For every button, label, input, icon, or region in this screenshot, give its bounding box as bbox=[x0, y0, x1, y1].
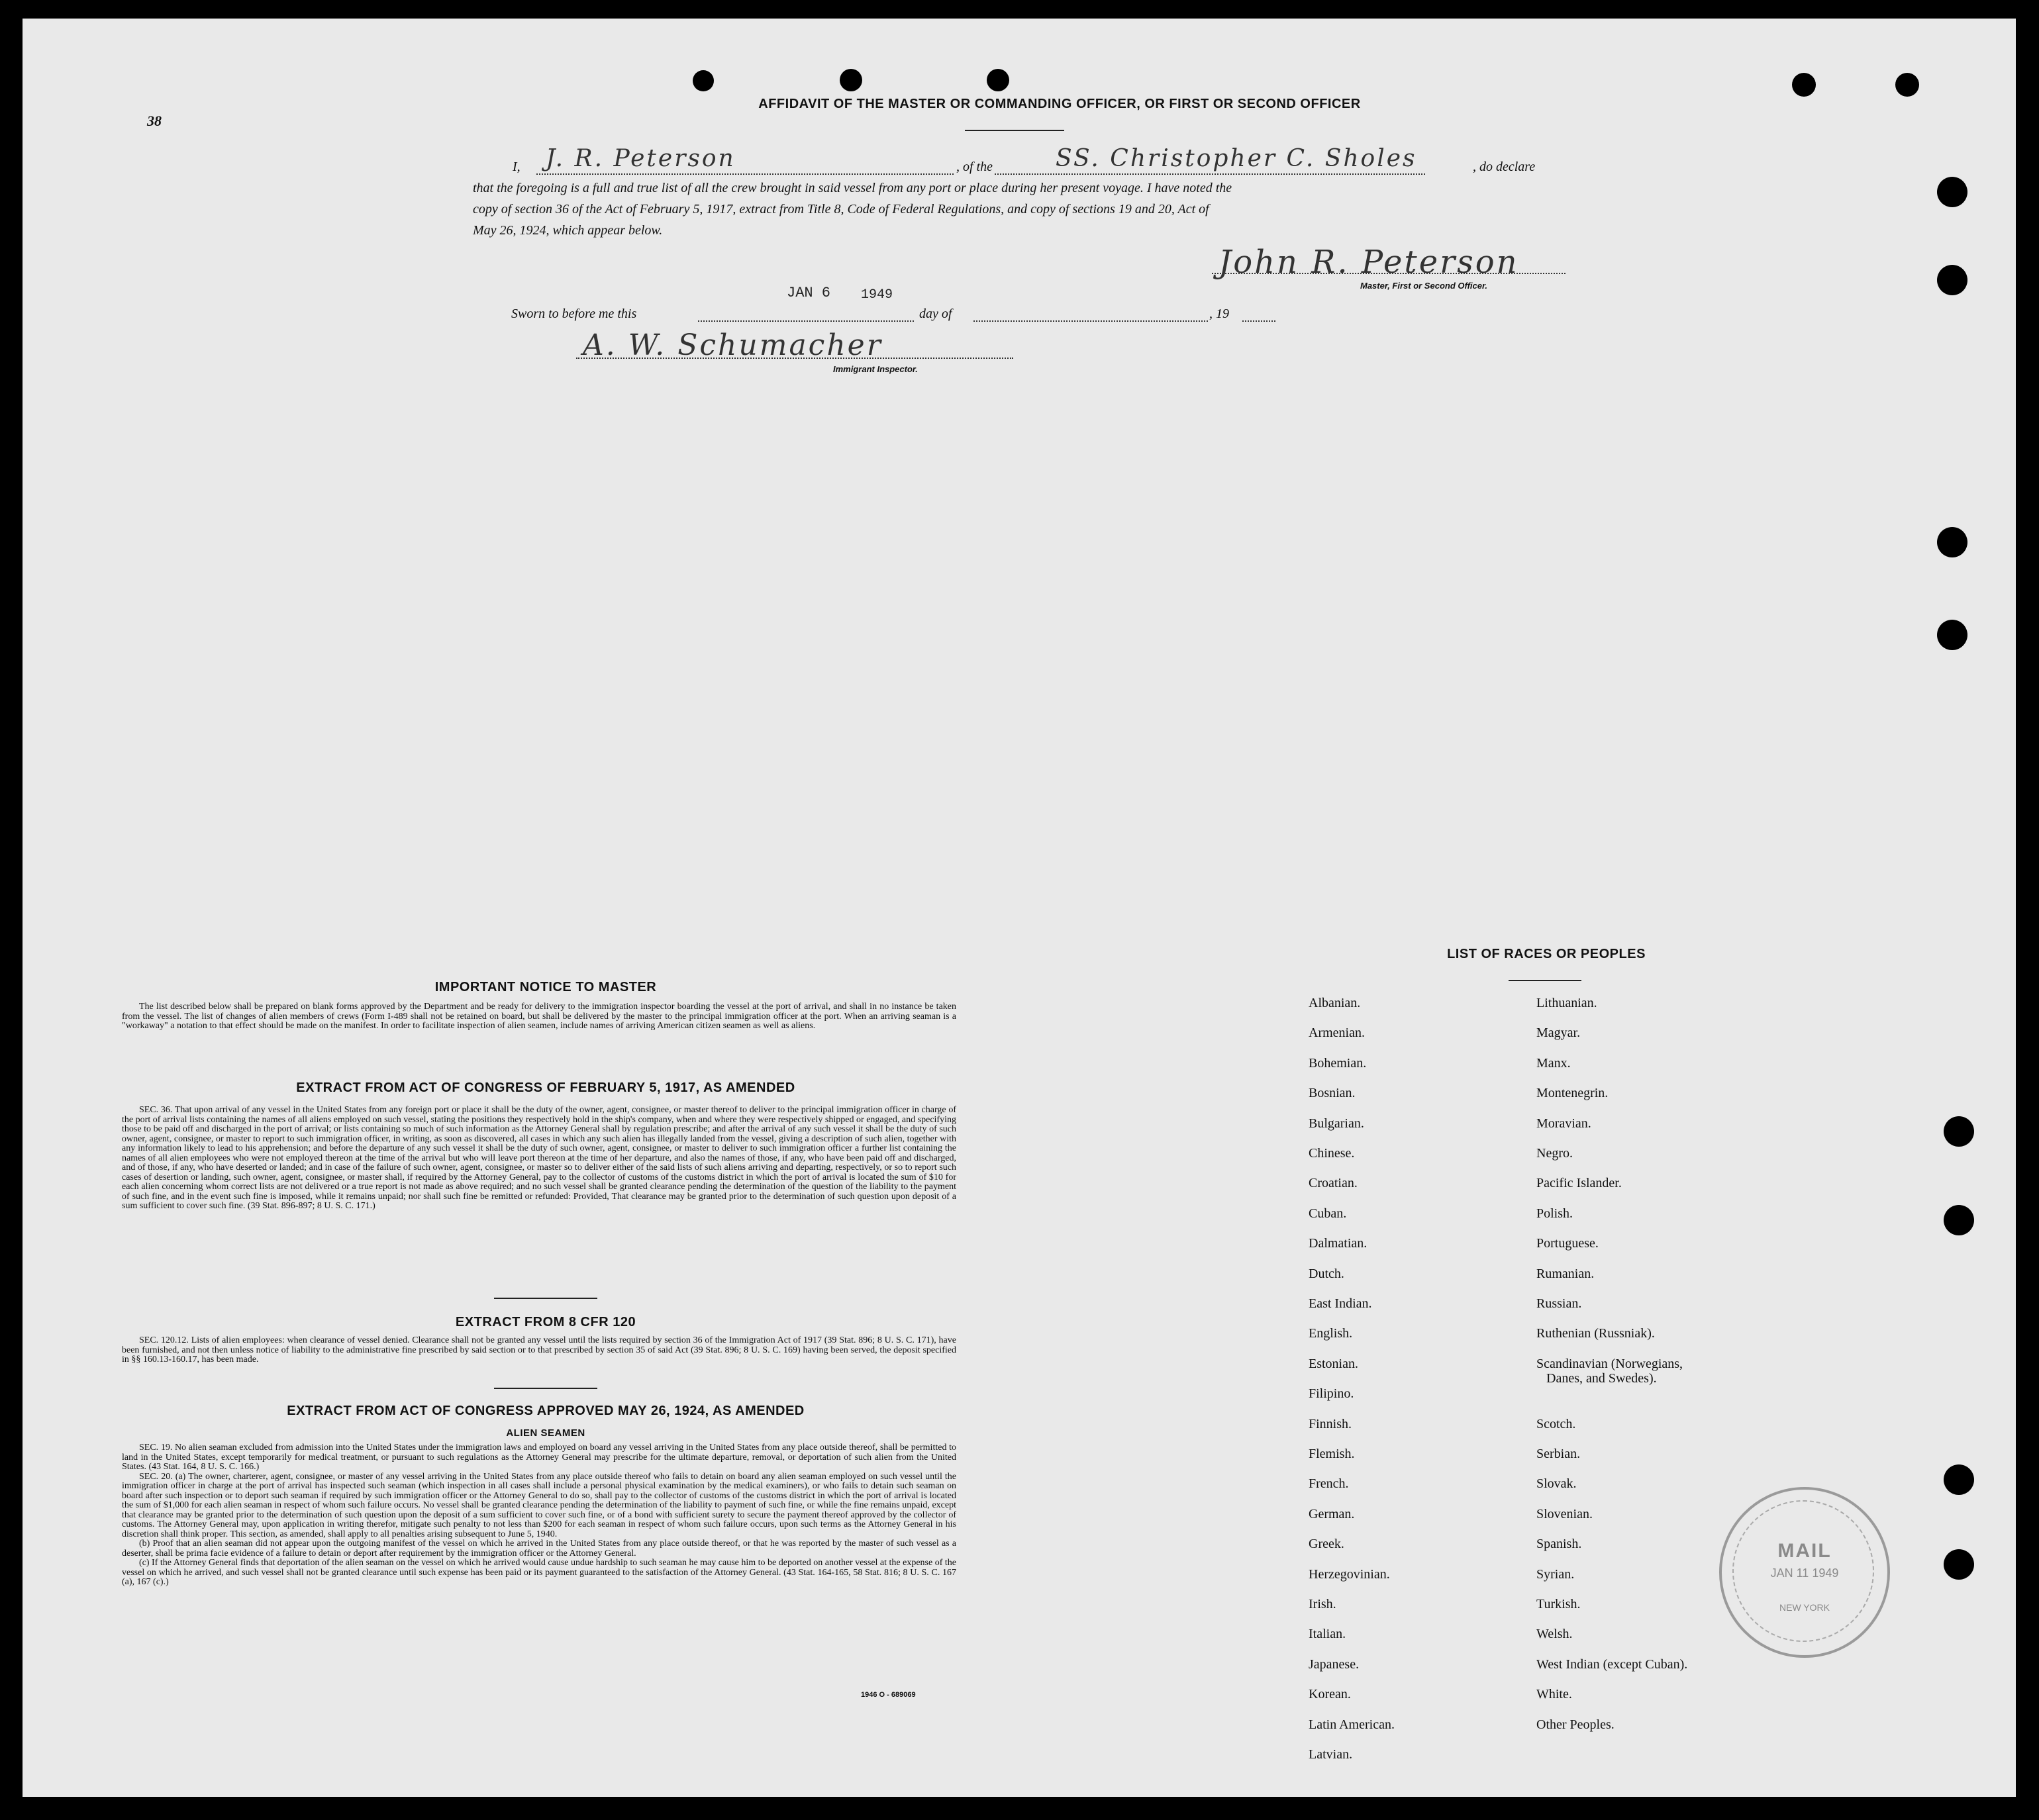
race-entry: French. bbox=[1309, 1476, 1349, 1492]
punch-hole bbox=[1944, 1116, 1974, 1147]
section-20b-text: (b) Proof that an alien seaman did not appear upon the outgoing manifest of the vessel on which he arrived in the United States from any place outside thereof, or that he was reported by the master of such vessel as a deserter, shall be prima facie evidence of a failure to detain or deport after requirement by the immigration officer or the Attorney General. bbox=[122, 1539, 956, 1558]
extract-1924-section bbox=[122, 1443, 956, 1588]
race-entry: Cuban. bbox=[1309, 1206, 1347, 1221]
race-entry: Bosnian. bbox=[1309, 1086, 1356, 1101]
punch-hole bbox=[1792, 73, 1816, 97]
race-entry: Bohemian. bbox=[1309, 1055, 1367, 1071]
do-declare-label: , do declare bbox=[1471, 156, 1536, 177]
race-entry: German. bbox=[1309, 1506, 1355, 1521]
extract-cfr-title: EXTRACT FROM 8 CFR 120 bbox=[455, 1315, 636, 1329]
race-entry: Spanish. bbox=[1536, 1537, 1582, 1552]
race-entry: Bulgarian. bbox=[1309, 1116, 1364, 1131]
sworn-year-stamp: 1949 bbox=[861, 287, 893, 303]
race-entry: Ruthenian (Russniak). bbox=[1536, 1326, 1655, 1341]
race-entry: West Indian (except Cuban). bbox=[1536, 1656, 1688, 1672]
punch-hole bbox=[693, 70, 714, 91]
race-entry: Chinese. bbox=[1309, 1146, 1355, 1161]
race-entry: East Indian. bbox=[1309, 1296, 1372, 1311]
race-entry: Magyar. bbox=[1536, 1026, 1581, 1041]
race-entry: Negro. bbox=[1536, 1146, 1573, 1161]
inspector-signature: A. W. Schumacher bbox=[583, 328, 883, 362]
race-entry: Armenian. bbox=[1309, 1026, 1365, 1041]
master-signature: John R. Peterson bbox=[1218, 244, 1519, 281]
punch-hole bbox=[1944, 1464, 1974, 1495]
sworn-day-line bbox=[698, 320, 914, 322]
postmark-city: NEW YORK bbox=[1779, 1602, 1830, 1613]
race-entry: Turkish. bbox=[1536, 1597, 1581, 1611]
race-entry: Korean. bbox=[1309, 1687, 1351, 1702]
mail-postmark bbox=[1719, 1487, 1890, 1658]
section-divider bbox=[494, 1298, 597, 1299]
race-entry: Manx. bbox=[1536, 1055, 1571, 1071]
race-entry: Lithuanian. bbox=[1536, 996, 1597, 1010]
extract-1917-section bbox=[122, 1106, 956, 1212]
extract-1917-text: SEC. 36. That upon arrival of any vessel in the United States from any foreign port or place it shall be the duty of the owner, agent, consignee, or master thereof to deliver to the principal immigration officer in charge of the port of arrival lists containing the names of all aliens employed on such vessel, stating the positions they respectively hold in the ship's company, when and where they were respectively shipped or engaged, and specifying those to be paid off and discharged in the port of arrival; or lists containing so much of such information as the Attorney General shall by regulation prescribe; and after the arrival of any such vessel it shall be the duty of such owner, agent, consignee, or master to report to such immigration officer, in writing, as soon as discovered, all cases in which any such alien has illegally landed from the vessel, giving a description of such alien, together with any information likely to lead to his apprehension; and before the departure of any such vessel it shall be the duty of such owner, agent, consignee, or master to deliver to such immigration officer a further list containing the names of all alien employees who were not employed thereon at the time of the arrival but who will leave port thereon at the time of her departure, and also the names of those, if any, who have been paid off and discharged, and of those, if any, who have deserted or landed; and in case of the failure of such owner, agent, consignee, or master so to deliver either of the said lists of such aliens arriving and departing, respectively, or so to report such cases of desertion or landing, such owner, agent, consignee, or master shall, if required by the Attorney General, pay to the collector of customs of the customs district in which the port of arrival is located the sum of $10 for each alien concerning whom correct lists are not delivered or a true report is not made as above required; and no such vessel shall be granted clearance pending the determination of the question of the liability to the payment of such fine, and in the event such fine is imposed, while it remains unpaid; nor shall such fine be remitted or refunded: Provided, That clearance may be granted prior to the determination of such question upon deposit of a sum sufficient to cover such fine. (39 Stat. 896-897; 8 U. S. C. 171.) bbox=[122, 1105, 956, 1211]
year-prefix-label: , 19 bbox=[1209, 307, 1229, 321]
page-mark: 38 bbox=[147, 113, 162, 129]
race-entry: Scotch. bbox=[1536, 1416, 1576, 1431]
race-entry: Pacific Islander. bbox=[1536, 1176, 1622, 1191]
race-entry: English. bbox=[1309, 1326, 1353, 1341]
punch-hole bbox=[987, 69, 1009, 91]
declaration-block bbox=[473, 145, 1569, 241]
race-entry: Finnish. bbox=[1309, 1416, 1352, 1431]
race-entry: Other Peoples. bbox=[1536, 1717, 1615, 1732]
race-entry: Slovak. bbox=[1536, 1476, 1577, 1492]
race-entry: Serbian. bbox=[1536, 1447, 1581, 1461]
race-entry: Welsh. bbox=[1536, 1627, 1573, 1642]
race-entry: Greek. bbox=[1309, 1537, 1344, 1552]
race-entry: Syrian. bbox=[1536, 1566, 1575, 1582]
race-entry: Montenegrin. bbox=[1536, 1086, 1609, 1101]
punch-hole bbox=[1937, 620, 1967, 650]
race-entry: Japanese. bbox=[1309, 1656, 1360, 1672]
master-caption: Master, First or Second Officer. bbox=[1360, 281, 1487, 291]
notice-title: IMPORTANT NOTICE TO MASTER bbox=[434, 980, 657, 994]
race-entry: White. bbox=[1536, 1687, 1572, 1702]
race-entry: Dalmatian. bbox=[1309, 1236, 1368, 1251]
punch-hole bbox=[1937, 177, 1967, 207]
postmark-date: JAN 11 1949 bbox=[1770, 1566, 1839, 1580]
race-entry: Irish. bbox=[1309, 1597, 1336, 1611]
race-entry: Polish. bbox=[1536, 1206, 1573, 1221]
declaration-line-3: copy of section 36 of the Act of February 5, 1917, extract from Title 8, Code of Federal Regulations, and copy of sections 19 and 20, Act of bbox=[473, 202, 1209, 216]
section-20c-text: (c) If the Attorney General finds that deportation of the alien seaman on the vessel on which he arrived would cause undue hardship to such seaman he may cause him to be deported on another vessel at the expense of the vessel on which he arrived, and such vessel shall not be granted clearance until such expense has been paid or its payment guaranteed to the satisfaction of the Attorney General. (43 Stat. 164-165, 58 Stat. 816; 8 U. S. C. 167 (a), 167 (c).) bbox=[122, 1558, 956, 1587]
section-19-text: SEC. 19. No alien seaman excluded from admission into the United States under the immigration laws and employed on board any vessel arriving in the United States from any place outside thereof, shall be permitted to land in the United States, except temporarily for medical treatment, or pursuant to such regulations as the Attorney General may prescribe for the ultimate departure, removal, or deportation of such alien from the United States. (43 Stat. 164, 8 U. S. C. 166.) bbox=[122, 1443, 956, 1472]
sworn-label: Sworn to before me this bbox=[511, 307, 637, 321]
punch-hole bbox=[1944, 1549, 1974, 1580]
race-entry: Slovenian. bbox=[1536, 1506, 1593, 1521]
affidavit-title: AFFIDAVIT OF THE MASTER OR COMMANDING OFFICER, OR FIRST OR SECOND OFFICER bbox=[758, 97, 1361, 111]
master-signature-line bbox=[1212, 273, 1566, 274]
inspector-caption: Immigrant Inspector. bbox=[833, 364, 918, 374]
inspector-signature-line bbox=[576, 358, 1013, 359]
postmark-word: MAIL bbox=[1777, 1540, 1832, 1562]
races-title: LIST OF RACES OR PEOPLES bbox=[1447, 947, 1646, 961]
master-name-handwritten: J. R. Peterson bbox=[546, 145, 736, 172]
punch-hole bbox=[1895, 73, 1919, 97]
race-entry: Rumanian. bbox=[1536, 1266, 1595, 1281]
race-entry: Russian. bbox=[1536, 1296, 1582, 1311]
declaration-prefix: I, bbox=[513, 160, 521, 174]
notice-text: The list described below shall be prepared on blank forms approved by the Department and be ready for delivery to the immigration inspector boarding the vessel at the port of arrival, and shall in no instance be taken from the vessel. The list of changes of alien members of crews (Form I-489 shall not be retained on board, but shall be delivered by the master to the principal immigration officer at the port. When an arriving seaman is a "workaway" a notation to that effect should be made on the manifest. In order to facilitate inspection of alien seamen, include names of arriving American citizen seamen as well as aliens. bbox=[122, 1002, 956, 1031]
vessel-name-handwritten: SS. Christopher C. Sholes bbox=[1056, 145, 1417, 172]
race-entry: Croatian. bbox=[1309, 1176, 1358, 1191]
race-entry: Scandinavian (Norwegians, Danes, and Swedes). bbox=[1536, 1356, 1683, 1386]
notice-section bbox=[122, 1002, 956, 1031]
race-entry: Moravian. bbox=[1536, 1116, 1591, 1131]
race-entry: Albanian. bbox=[1309, 996, 1361, 1010]
race-entry: Dutch. bbox=[1309, 1266, 1344, 1281]
races-divider bbox=[1509, 980, 1581, 981]
section-divider bbox=[494, 1388, 597, 1389]
day-of-label: day of bbox=[919, 307, 952, 321]
race-entry: Latin American. bbox=[1309, 1717, 1395, 1732]
race-entry: Portuguese. bbox=[1536, 1236, 1599, 1251]
race-entry: Flemish. bbox=[1309, 1447, 1355, 1461]
extract-1917-title: EXTRACT FROM ACT OF CONGRESS OF FEBRUARY 5, 1917, AS AMENDED bbox=[296, 1080, 795, 1095]
extract-cfr-text: SEC. 120.12. Lists of alien employees: when clearance of vessel denied. Clearance shall not be granted any vessel until the lists required by section 36 of the Immigration Act of 1917 (39 Stat. 896; 8 U. S. C. 171), have been furnished, and not then unless notice of liability to the administrative fine prescribed by said section or to that prescribed by section 35 of said Act (39 Stat. 896; 8 U. S. C. 169) having been served, the deposit specified in §§ 160.13-160.17, has been made. bbox=[122, 1335, 956, 1365]
declaration-line-2: that the foregoing is a full and true list of all the crew brought in said vessel from any port or place during her present voyage. I have noted the bbox=[473, 181, 1232, 195]
of-the-label: , of the bbox=[955, 156, 994, 177]
extract-cfr-section bbox=[122, 1336, 956, 1365]
punch-hole bbox=[1937, 527, 1967, 557]
title-divider bbox=[965, 130, 1064, 131]
punch-hole bbox=[1944, 1205, 1974, 1235]
sworn-year-line bbox=[1242, 320, 1275, 322]
section-20a-text: SEC. 20. (a) The owner, charterer, agent, consignee, or master of any vessel arriving in the United States from any place outside thereof who fails to detain on board any alien seaman employed on such vessel until the immigration officer in charge at the port of arrival has inspected such seaman (which inspection in all cases shall include a personal physical examination by the medical examiners), or who fails to detain such seaman on board after such inspection or to deport such seaman if required by such immigration officer or the Attorney General to do so, shall pay to the collector of customs of the customs district in which the port of arrival is located the sum of $1,000 for each alien seaman in respect of whom such failure occurs. No vessel shall be granted clearance pending the determination of the liability to payment of such fine, or while the fine remains unpaid, except that clearance may be granted prior to the determination of such question upon the deposit of a sum sufficient to cover such fine, or of a bond with sufficient surety to secure the payment thereof approved by the collector of customs. The Attorney General may, upon application in writing therefor, mitigate such penalty to not less than $200 for each seaman in respect of whom such failure occurs, upon such terms as the Attorney General in his discretion shall think proper. This section, as amended, shall apply to all penalties arising subsequent to June 5, 1940. bbox=[122, 1471, 956, 1539]
extract-1924-title: EXTRACT FROM ACT OF CONGRESS APPROVED MAY 26, 1924, AS AMENDED bbox=[287, 1404, 805, 1418]
race-entry: Italian. bbox=[1309, 1627, 1346, 1642]
declaration-line-4: May 26, 1924, which appear below. bbox=[473, 223, 663, 238]
sworn-month-line bbox=[973, 320, 1208, 322]
race-entry: Estonian. bbox=[1309, 1356, 1358, 1371]
punch-hole bbox=[840, 69, 862, 91]
race-entry: Filipino. bbox=[1309, 1386, 1354, 1402]
alien-seamen-subtitle: ALIEN SEAMEN bbox=[506, 1427, 585, 1439]
race-entry: Latvian. bbox=[1309, 1747, 1353, 1762]
sworn-date-stamp: JAN 6 bbox=[787, 285, 831, 301]
print-code: 1946 O - 689069 bbox=[861, 1691, 916, 1699]
punch-hole bbox=[1937, 265, 1967, 295]
race-entry: Herzegovinian. bbox=[1309, 1566, 1390, 1582]
